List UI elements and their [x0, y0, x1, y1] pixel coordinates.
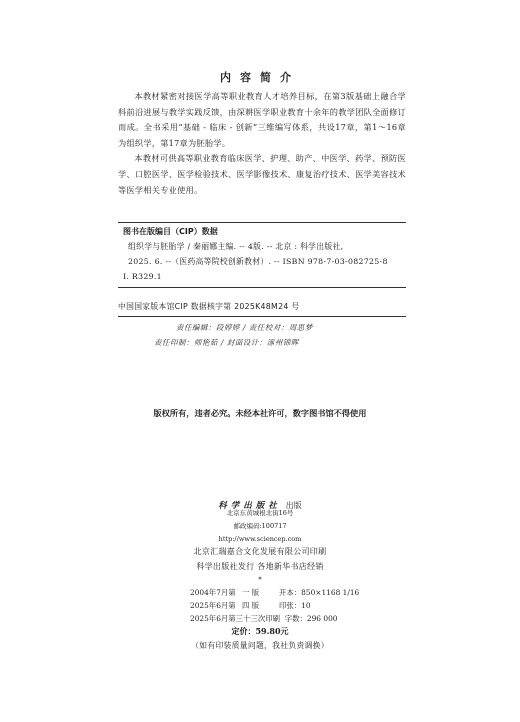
staff-line-2: 责任印制：师艳茹 / 封面设计：涿州锦晖 — [154, 338, 299, 347]
edition-spec: 字数：296 000 — [284, 614, 338, 623]
cip-heading: 图书在版编目（CIP）数据 — [123, 227, 218, 236]
cip-line-2: 2025. 6. --（医药高等院校创新教材）. -- ISBN 978-7-03-082725-8 — [128, 257, 388, 266]
edition-row — [190, 600, 311, 611]
edition-date: 2025年6月第三十三次印刷 — [190, 614, 281, 623]
cip-top-rule — [118, 222, 406, 223]
publisher-website: http://www.sciencep.com — [218, 535, 302, 543]
distributor: 科学出版社发行 各地新华书店经销 — [196, 562, 324, 571]
intro-paragraph-1: 本教材紧密对接医学高等职业教育人才培养目标，在第3版基础上融合学科前沿进展与教学实践反馈，由深耕医学职业教育十余年的教学团队全面修订而成。全书采用“基础 - 临床 - 创新”三维编写体系，共设17章，第1～16章为组织学，第17章为胚胎学。 — [118, 91, 406, 148]
intro-paragraph-2: 本教材可供高等职业教育临床医学、护理、助产、中医学、药学、预防医学、口腔医学、医学检验技术、医学影像技术、康复治疗技术、医学美容技术等医学相关专业使用。 — [118, 153, 406, 195]
edition-date: 2004年7月第 — [190, 588, 236, 597]
edition-number: 四 版 — [242, 601, 260, 610]
publisher-name: 科学出版社 — [218, 501, 281, 511]
quality-note: （如有印装质量问题，我社负责调换） — [191, 641, 329, 650]
staff-line-1: 责任编辑：段婷婷 / 责任校对：周思梦 — [176, 323, 313, 332]
edition-date: 2025年6月第 — [190, 601, 236, 610]
cip-middle-rule — [118, 287, 406, 288]
publisher-tag: 出版 — [285, 501, 302, 510]
cip-number: 中国国家版本馆CIP 数据核字第 2025K48M24 号 — [118, 302, 300, 311]
edition-spec: 印张：10 — [279, 601, 311, 610]
cip-line-1: 组织学与胚胎学 / 秦丽娜主编. -- 4版. -- 北京 : 科学出版社, — [128, 242, 344, 251]
separator-star: * — [258, 576, 262, 584]
edition-number: 一 版 — [242, 588, 260, 597]
edition-row — [190, 587, 359, 598]
rights-notice: 版权所有，违者必究。未经本社许可，数字图书馆不得使用 — [153, 408, 367, 418]
edition-spec: 开本：850×1168 1/16 — [279, 588, 360, 597]
cip-line-3: Ⅰ. R329.1 — [123, 272, 162, 281]
printer: 北京汇瑞嘉合文化发展有限公司印刷 — [193, 547, 327, 556]
cip-bottom-rule — [118, 316, 406, 317]
publisher-postcode: 邮政编码:100717 — [233, 522, 287, 530]
intro-body — [118, 89, 406, 198]
publisher-address: 北京东黄城根北街16号 — [226, 509, 294, 517]
edition-row — [190, 613, 337, 624]
price: 定价：59.80元 — [231, 626, 289, 636]
page-title: 内容简介 — [220, 71, 300, 84]
